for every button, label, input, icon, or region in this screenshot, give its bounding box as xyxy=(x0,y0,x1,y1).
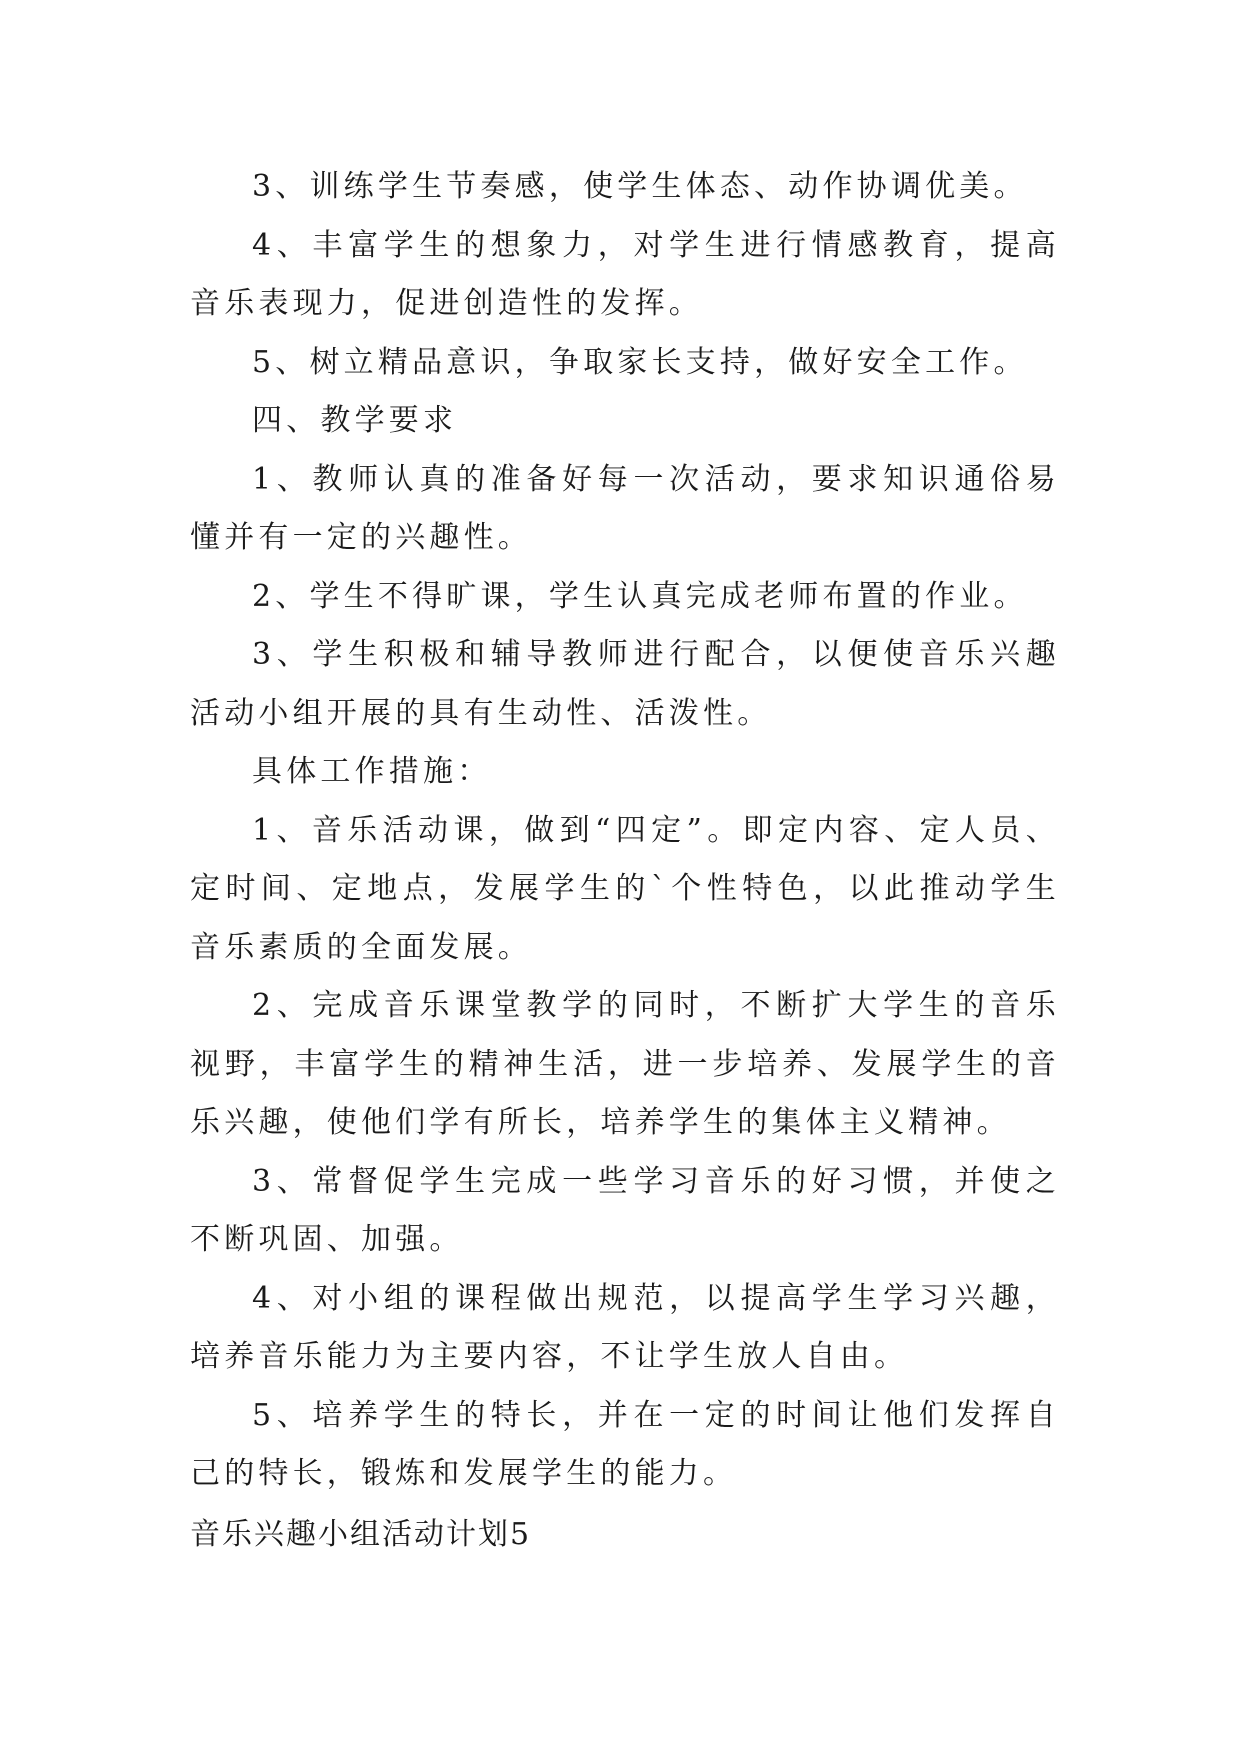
paragraph: 3、常督促学生完成一些学习音乐的好习惯，并使之不断巩固、加强。 xyxy=(190,1163,1060,1257)
paragraph: 1、音乐活动课，做到“四定”。即定内容、定人员、定时间、定地点，发展学生的`个性特色，以此推动学生音乐素质的全面发展。 xyxy=(190,812,1060,965)
paragraph: 2、学生不得旷课，学生认真完成老师布置的作业。 xyxy=(252,578,1028,614)
paragraph: 2、完成音乐课堂教学的同时，不断扩大学生的音乐视野，丰富学生的精神生活，进一步培养、发展学生的音乐兴趣，使他们学有所长，培养学生的集体主义精神。 xyxy=(190,988,1060,1140)
paragraph: 3、学生积极和辅导教师进行配合，以便使音乐兴趣活动小组开展的具有生动性、活泼性。 xyxy=(190,637,1060,731)
document-body xyxy=(190,158,1060,1504)
section-subheading: 具体工作措施： xyxy=(252,754,492,789)
section-heading: 音乐兴趣小组活动计划5 xyxy=(190,1517,532,1552)
paragraph: 4、对小组的课程做出规范，以提高学生学习兴趣，培养音乐能力为主要内容，不让学生放人自由。 xyxy=(190,1280,1060,1374)
section-subheading: 四、教学要求 xyxy=(252,403,458,438)
paragraph: 5、树立精品意识，争取家长支持，做好安全工作。 xyxy=(252,344,1028,380)
paragraph: 5、培养学生的特长，并在一定的时间让他们发挥自己的特长，锻炼和发展学生的能力。 xyxy=(190,1397,1060,1491)
paragraph: 1、教师认真的准备好每一次活动，要求知识通俗易懂并有一定的兴趣性。 xyxy=(190,461,1060,555)
paragraph: 3、训练学生节奏感，使学生体态、动作协调优美。 xyxy=(252,169,1028,204)
paragraph: 4、丰富学生的想象力，对学生进行情感教育，提高音乐表现力，促进创造性的发挥。 xyxy=(190,227,1060,321)
